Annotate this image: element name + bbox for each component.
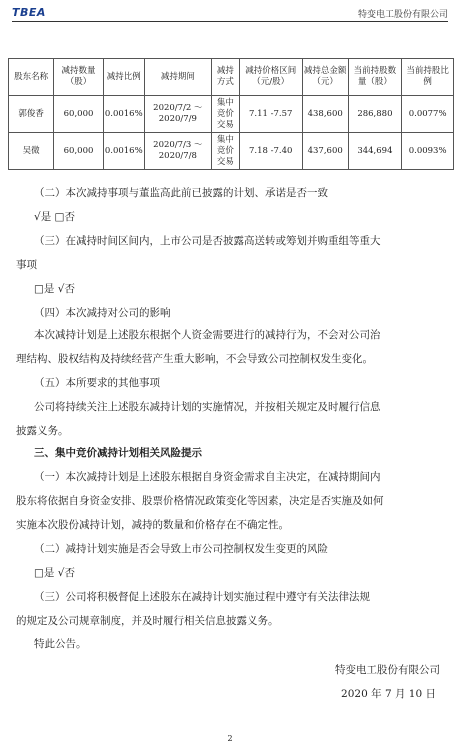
table-cell: 0.0077% [402,96,454,133]
table-cell: 郭俊香 [9,96,54,133]
table-cell: 集中竞价交易 [212,133,240,170]
table-cell: 286,880 [348,96,402,133]
table-header-row [9,59,454,96]
header-divider [12,21,448,22]
table-cell: 60,000 [54,96,104,133]
table-row [9,133,454,170]
header-cell: 减持价格区间（元/股） [239,59,302,96]
header-cell: 减持数量（股） [54,59,104,96]
risk-2-title: （二）减持计划实施是否会导致上市公司控制权发生变更的风险 [34,543,328,555]
table-cell: 2020/7/2 ～ 2020/7/9 [144,96,211,133]
section-4-text: 本次减持计划是上述股东根据个人资金需要进行的减持行为，不会对公司治 [34,329,381,341]
table-cell: 344,694 [348,133,402,170]
risk-1-text-cont: 股东将依据自身资金安排、股票价格情况政策变化等因素，决定是否实施及如何 [16,495,384,507]
table-cell: 60,000 [54,133,104,170]
table-cell: 吴微 [9,133,54,170]
risk-3-text-cont: 的规定及公司规章制度，并及时履行相关信息披露义务。 [16,615,279,627]
tbea-logo: TBEA [12,6,46,19]
table-cell: 7.11 -7.57 [239,96,302,133]
table-cell: 集中竞价交易 [212,96,240,133]
header-cell: 股东名称 [9,59,54,96]
section-3-text-cont: 事项 [16,259,37,271]
table-cell: 0.0093% [402,133,454,170]
table-cell: 0.0016% [103,96,144,133]
section-5-text-cont: 披露义务。 [16,425,69,437]
section-3-answer: □是 √否 [34,283,75,295]
table-cell: 437,600 [302,133,348,170]
risk-3-text: （三）公司将积极督促上述股东在减持计划实施过程中遵守有关法律法规 [34,591,370,603]
closing-text: 特此公告。 [34,638,87,650]
signature-company: 特变电工股份有限公司 [335,664,440,676]
section-3-text: （三）在减持时间区间内，上市公司是否披露高送转或筹划并购重组等重大 [34,235,381,247]
header-cell: 减持总金额（元） [302,59,348,96]
share-reduction-table [8,58,454,170]
table-cell: 0.0016% [103,133,144,170]
page-header [12,6,448,20]
header-cell: 减持期间 [144,59,211,96]
header-cell: 减持比例 [103,59,144,96]
section-5-text: 公司将持续关注上述股东减持计划的实施情况，并按相关规定及时履行信息 [34,401,381,413]
risk-heading: 三、集中竞价减持计划相关风险提示 [34,447,202,459]
risk-1-text: （一）本次减持计划是上述股东根据自身资金需求自主决定，在减持期间内 [34,471,381,483]
header-cell: 当前持股数量（股） [348,59,402,96]
page-number: 2 [227,734,233,743]
header-company-name: 特变电工股份有限公司 [357,10,448,20]
table-row [9,96,454,133]
section-4-title: （四）本次减持对公司的影响 [34,307,171,319]
table-cell: 2020/7/3 ～ 2020/7/8 [144,133,211,170]
section-5-title: （五）本所要求的其他事项 [34,377,160,389]
section-2-answer: √是 □否 [34,211,75,223]
announcement-date: 2020 年 7 月 10 日 [341,688,436,700]
header-cell: 减持方式 [212,59,240,96]
risk-1-text-cont-2: 实施本次股份减持计划，减持的数量和价格存在不确定性。 [16,519,289,531]
header-cell: 当前持股比例 [402,59,454,96]
section-4-text-cont: 理结构、股权结构及持续经营产生重大影响，不会导致公司控制权发生变化。 [16,353,373,365]
section-2-title: （二）本次减持事项与董监高此前已披露的计划、承诺是否一致 [34,187,328,199]
table-cell: 438,600 [302,96,348,133]
table-cell: 7.18 -7.40 [239,133,302,170]
risk-2-answer: □是 √否 [34,567,75,579]
